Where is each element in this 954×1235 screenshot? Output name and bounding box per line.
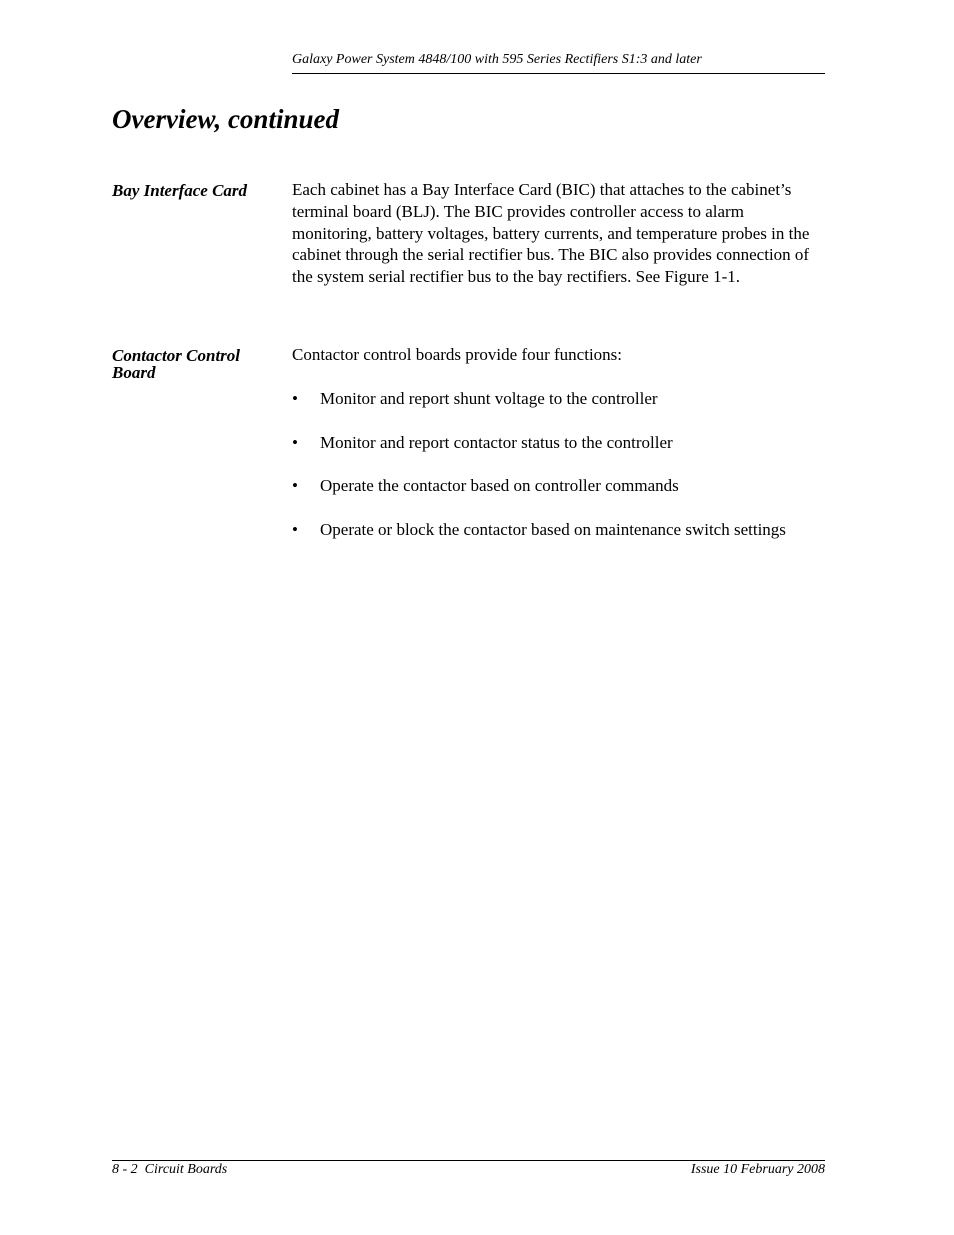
- list-item: [292, 519, 827, 541]
- footer-page-number: 8 - 2 Circuit Boards: [112, 1162, 228, 1177]
- list-item-text: Monitor and report contactor status to the controller: [320, 432, 673, 452]
- section-label-contactor-control-board: Contactor Control Board: [112, 346, 241, 382]
- contactor-control-intro: Contactor control boards provide four functions:: [292, 345, 623, 364]
- bullet-icon: •: [292, 476, 298, 496]
- page-title: Overview, continued: [112, 104, 339, 134]
- footer-rule: [112, 1160, 825, 1161]
- list-item-text: Monitor and report shunt voltage to the controller: [320, 388, 658, 408]
- bullet-icon: •: [292, 432, 298, 452]
- contactor-functions-list: [292, 388, 827, 541]
- section-body-contactor-control-board: [292, 344, 827, 541]
- bullet-icon: •: [292, 388, 298, 408]
- list-item-text: Operate the contactor based on controller commands: [320, 476, 679, 496]
- running-header: Galaxy Power System 4848/100 with 595 Series Rectifiers S1:3 and later: [292, 52, 702, 67]
- section-label-bay-interface-card: Bay Interface Card: [112, 181, 248, 200]
- bullet-icon: •: [292, 520, 298, 540]
- footer-issue-date: Issue 10 February 2008: [690, 1162, 825, 1177]
- list-item-text: Operate or block the contactor based on maintenance switch settings: [320, 520, 786, 540]
- section-body-bay-interface-card: [292, 179, 827, 288]
- list-item: [292, 432, 827, 454]
- list-item: [292, 388, 827, 410]
- list-item: [292, 475, 827, 497]
- bay-interface-card-paragraph: Each cabinet has a Bay Interface Card (BIC) that attaches to the cabinet’s terminal board (BLJ). The BIC provides controller access to alarm monitoring, battery voltages, battery currents, and temperature probes in the cabinet through the serial rectifier bus. The BIC also provides connection of the system serial rectifier bus to the bay rectifiers. See Figure 1-1.: [292, 180, 810, 287]
- header-rule: [292, 73, 825, 74]
